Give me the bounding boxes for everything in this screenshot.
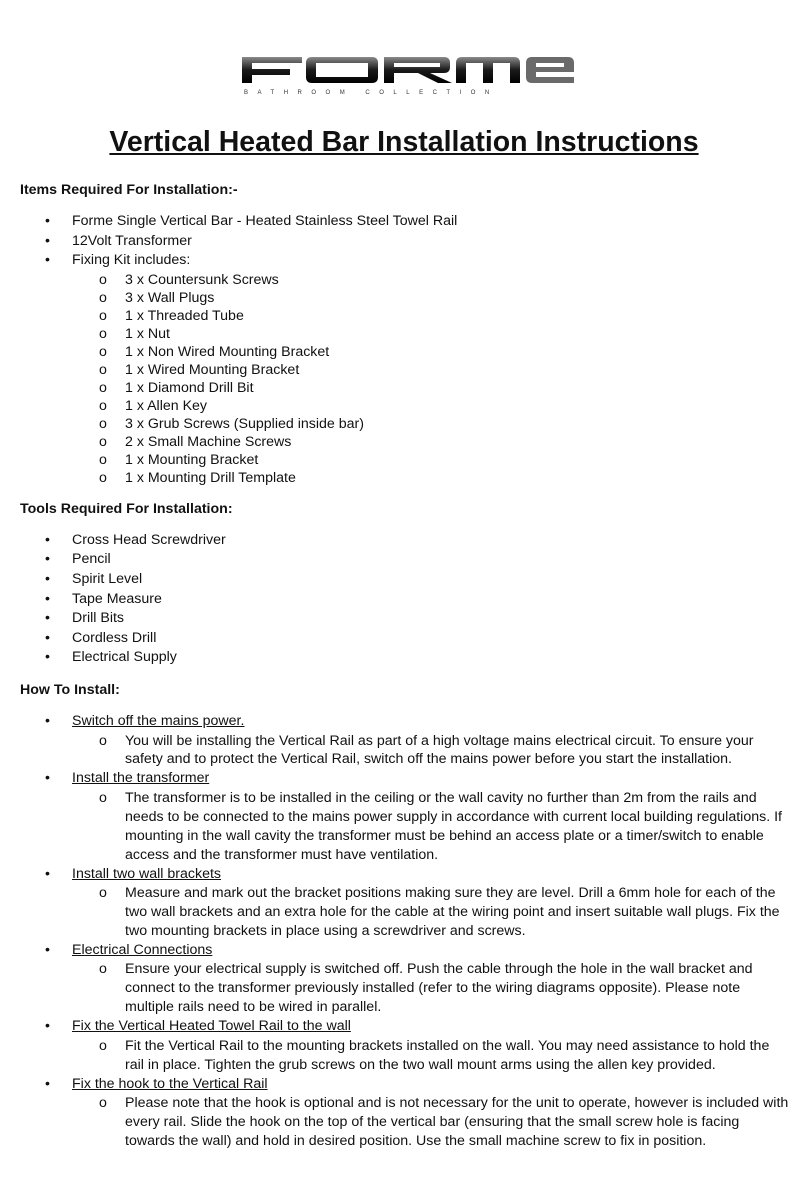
step-title: • Install the transformer [20,769,792,789]
list-item: o 1 x Mounting Bracket [20,451,792,469]
list-item: o 3 x Wall Plugs [20,289,792,307]
list-item: • Electrical Supply [20,648,792,668]
tools-list [20,531,792,668]
list-item: o 1 x Wired Mounting Bracket [20,361,792,379]
list-item: • Tape Measure [20,590,792,610]
step-title: • Switch off the mains power. [20,712,792,732]
items-list [20,212,792,271]
step-title: • Electrical Connections [20,941,792,961]
step-detail: o Please note that the hook is optional and is not necessary for the unit to operate, however is included with every rail. Slide the hook on the top of the vertical bar (ensuring that the small screw hole is facing towards the wall) and hold in desired position. Use the small machine screw to fix in position. [20,1094,792,1151]
install-heading: How To Install: [20,681,120,698]
list-item: o 1 x Allen Key [20,397,792,415]
step-title: • Fix the Vertical Heated Towel Rail to the wall [20,1017,792,1037]
list-item: • Pencil [20,550,792,570]
list-item: o 3 x Grub Screws (Supplied inside bar) [20,415,792,433]
step-title: • Install two wall brackets [20,865,792,885]
step-detail: o Measure and mark out the bracket positions making sure they are level. Drill a 6mm hole for each of the two wall brackets and an extra hole for the cable at the wiring point and insert suitable wall plugs. Fix the two mounting brackets in place using a screwdriver and screws. [20,884,792,941]
list-item: o 2 x Small Machine Screws [20,433,792,451]
forme-logo [240,53,576,97]
logo-subtitle: BATHROOM COLLECTION [244,90,499,96]
step-title: • Fix the hook to the Vertical Rail [20,1075,792,1095]
list-item: • 12Volt Transformer [20,232,792,252]
step-detail: o Ensure your electrical supply is switched off. Push the cable through the hole in the wall bracket and connect to the transformer previously installed (refer to the wiring diagrams opposite). Please note multiple rails need to be wired in parallel. [20,960,792,1017]
list-item: • Spirit Level [20,570,792,590]
list-item: o 1 x Threaded Tube [20,307,792,325]
tools-heading: Tools Required For Installation: [20,500,233,517]
step-detail: o You will be installing the Vertical Rail as part of a high voltage mains electrical circuit. To ensure your safety and to protect the Vertical Rail, switch off the mains power before you start the installation. [20,732,792,770]
list-item: • Cordless Drill [20,629,792,649]
list-item: o 3 x Countersunk Screws [20,271,792,289]
list-item: • Fixing Kit includes: [20,251,792,271]
step-detail: o The transformer is to be installed in the ceiling or the wall cavity no further than 2m from the rails and needs to be connected to the mains power supply in accordance with current local building regulations. If mounting in the wall cavity the transformer must be behind an access plate or a timer/switch to enable access and the transformer must have ventilation. [20,789,792,865]
list-item: • Forme Single Vertical Bar - Heated Stainless Steel Towel Rail [20,212,792,232]
list-item: o 1 x Diamond Drill Bit [20,379,792,397]
list-item: • Cross Head Screwdriver [20,531,792,551]
page-title: Vertical Heated Bar Installation Instructions [109,126,699,158]
list-item: o 1 x Non Wired Mounting Bracket [20,343,792,361]
step-detail: o Fit the Vertical Rail to the mounting brackets installed on the wall. You may need assistance to hold the rail in place. Tighten the grub screws on the two wall mount arms using the allen key provided. [20,1037,792,1075]
items-heading: Items Required For Installation:- [20,182,238,198]
list-item: o 1 x Nut [20,325,792,343]
list-item: o 1 x Mounting Drill Template [20,469,792,487]
list-item: • Drill Bits [20,609,792,629]
install-steps [20,712,792,732]
fixing-kit-list [20,271,792,487]
document-body [20,181,792,1151]
